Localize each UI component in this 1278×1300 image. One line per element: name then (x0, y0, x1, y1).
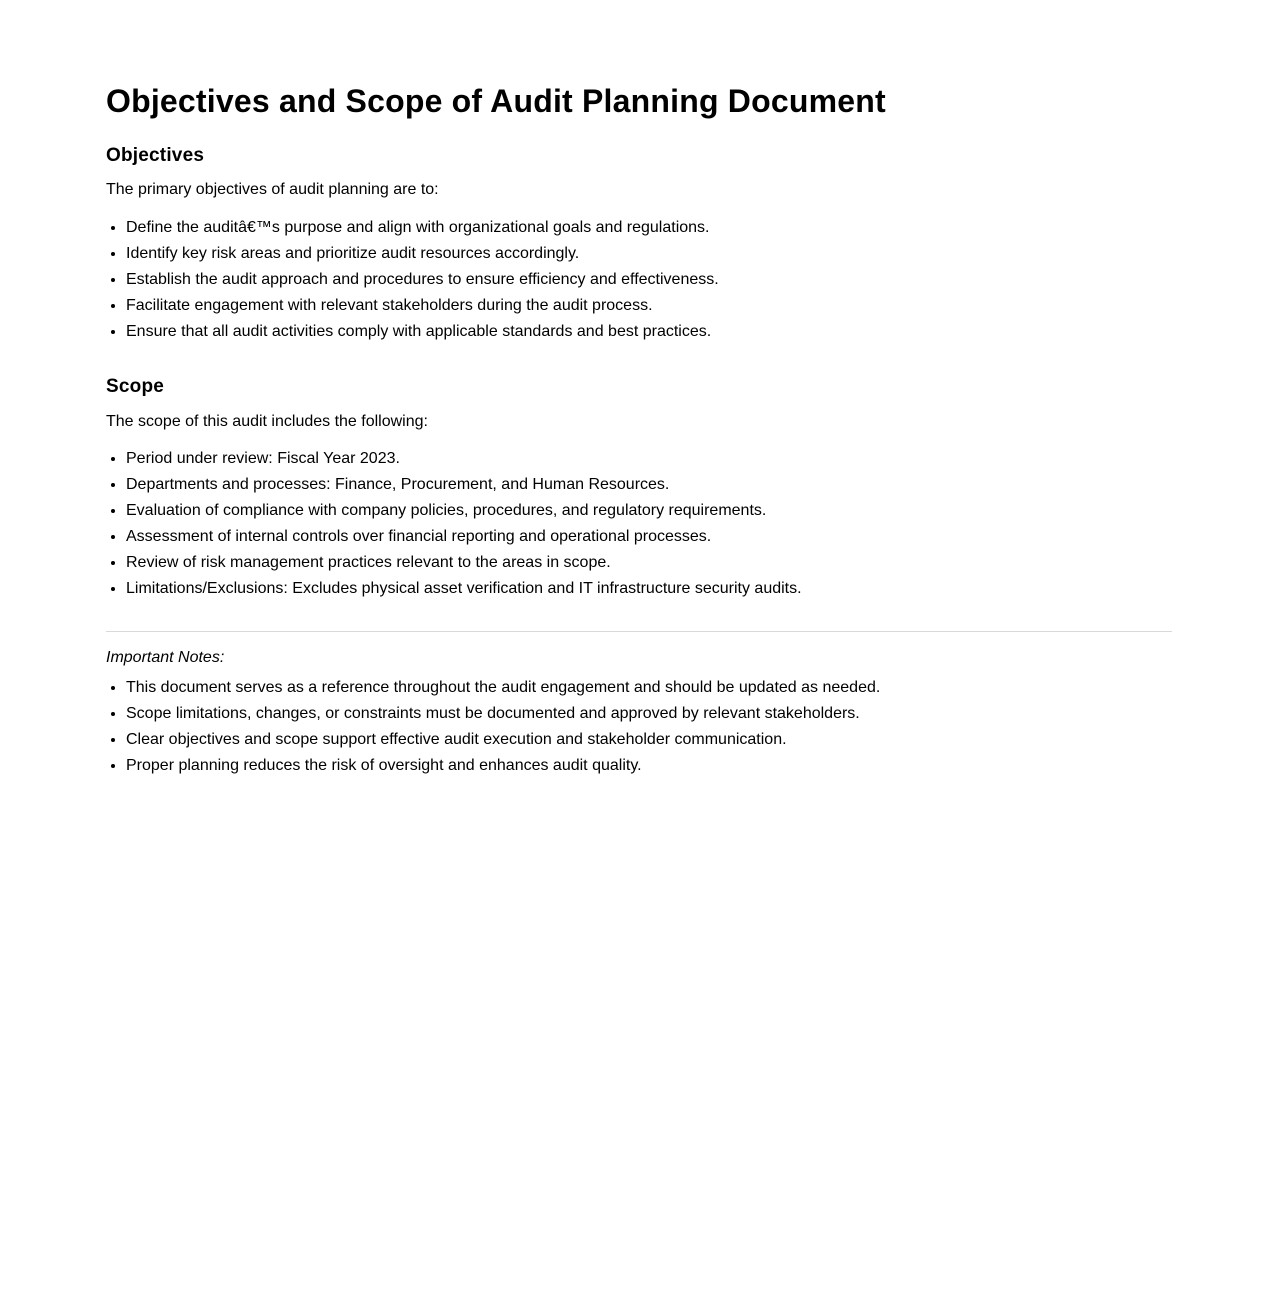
list-item: • Proper planning reduces the risk of oversight and enhances audit quality. (126, 756, 1172, 776)
scope-intro: The scope of this audit includes the following: (106, 413, 428, 430)
objectives-heading: Objectives (106, 145, 205, 166)
scope-heading: Scope (106, 376, 165, 397)
list-item: • Establish the audit approach and procedures to ensure efficiency and effectiveness. (126, 270, 1172, 290)
objectives-list (106, 218, 1172, 342)
list-item: • Review of risk management practices relevant to the areas in scope. (126, 553, 1172, 573)
list-item: • Ensure that all audit activities comply with applicable standards and best practices. (126, 322, 1172, 342)
list-item: • Scope limitations, changes, or constraints must be documented and approved by relevant stakeholders. (126, 704, 1172, 724)
document-page (106, 0, 1172, 776)
page-title: Objectives and Scope of Audit Planning Document (106, 83, 886, 119)
list-item: • Period under review: Fiscal Year 2023. (126, 449, 1172, 469)
section-divider (106, 631, 1172, 632)
list-item: • This document serves as a reference throughout the audit engagement and should be updated as needed. (126, 678, 1172, 698)
list-item: • Assessment of internal controls over financial reporting and operational processes. (126, 527, 1172, 547)
list-item: • Facilitate engagement with relevant stakeholders during the audit process. (126, 296, 1172, 316)
list-item: • Departments and processes: Finance, Procurement, and Human Resources. (126, 475, 1172, 495)
scope-list (106, 449, 1172, 599)
list-item: • Clear objectives and scope support effective audit execution and stakeholder communication. (126, 730, 1172, 750)
notes-list (106, 678, 1172, 776)
list-item: • Define the auditâ€™s purpose and align with organizational goals and regulations. (126, 218, 1172, 238)
notes-label: Important Notes: (106, 649, 225, 666)
objectives-intro: The primary objectives of audit planning are to: (106, 181, 439, 198)
list-item: • Evaluation of compliance with company policies, procedures, and regulatory requirements. (126, 501, 1172, 521)
list-item: • Limitations/Exclusions: Excludes physical asset verification and IT infrastructure security audits. (126, 579, 1172, 599)
list-item: • Identify key risk areas and prioritize audit resources accordingly. (126, 244, 1172, 264)
